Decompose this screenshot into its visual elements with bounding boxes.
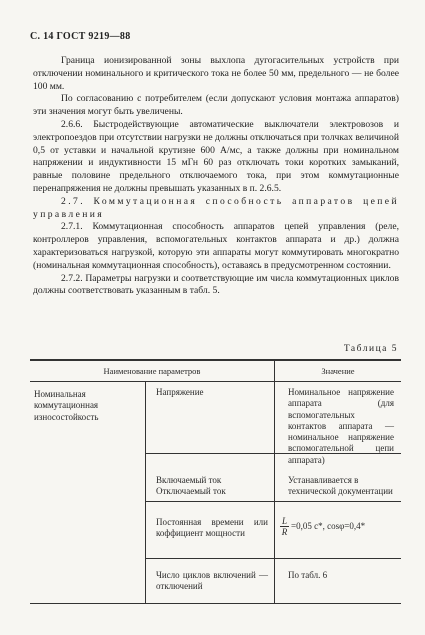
column-header-parameters: Наименование параметров [103, 366, 201, 376]
page-header: С. 14 ГОСТ 9219—88 [30, 31, 131, 42]
table-5 [30, 359, 401, 605]
fraction-denominator: R [281, 527, 288, 537]
column-header-value: Значение [321, 366, 355, 376]
fraction-numerator: L [282, 516, 288, 526]
body-text [33, 55, 399, 298]
group-label: Номинальная коммутационная износостойкость [34, 389, 99, 422]
paragraph: По согласованию с потребителем (если допускают условия монтажа аппаратов) эти значения могут быть увеличены. [33, 93, 399, 118]
formula-text: =0,05 с*, cosφ=0,4* [291, 520, 366, 531]
value-cell: Устанавливается в технической документации [288, 475, 393, 497]
section-heading: 2.7. Коммутационная способность аппаратов цепей управления [33, 195, 399, 220]
param-cell: Постоянная времени или коффициент мощности [156, 517, 268, 539]
value-cell: По табл. 6 [288, 570, 328, 580]
paragraph: Граница ионизированной зоны выхлопа дугогасительных устройств при отключении номинального и критического тока не более 50 мм, предельного — не более 100 мм. [33, 55, 399, 92]
paragraph: 2.6.6. Быстродействующие автоматические выключатели электровозов и электропоездов при отсутствии нагрузки не должны отключаться при толчках величиной 0,5 от уставки и начальной крутизне 600 А/мс, а также должны при номинальном напряжении и индуктивности 15 мГн 60 раз отключать токи коротких замыканий, равные половине предельного отключаемого тока, при этом коммутационные перенапряжения не должны превышать указанных в п. 2.6.5. [33, 118, 399, 194]
value-cell: Номинальное напряжение аппарата (для вспомогательных контактов аппарата — номинальное напряжение вспомогательной цепи аппарата) [288, 387, 394, 465]
param-cell: Число циклов включений — отключений [156, 570, 268, 592]
paragraph: 2.7.1. Коммутационная способность аппаратов цепей управления (реле, контроллеров управления, вспомогательных контактов аппарата и др.) должна характеризоваться нагрузкой, которую эти аппараты могут коммутировать многократно (номинальная коммутационная способность), оставаясь в предусмотренном состоянии. [33, 221, 399, 271]
table-caption: Таблица 5 [343, 344, 398, 354]
param-cell: Напряжение [156, 387, 204, 397]
fraction [280, 516, 289, 537]
formula-cell [280, 516, 398, 537]
paragraph: 2.7.2. Параметры нагрузки и соответствующие им числа коммутационных циклов должны соответствовать указанным в табл. 5. [33, 272, 399, 297]
param-cell: Включаемый ток Отключаемый ток [156, 475, 226, 497]
